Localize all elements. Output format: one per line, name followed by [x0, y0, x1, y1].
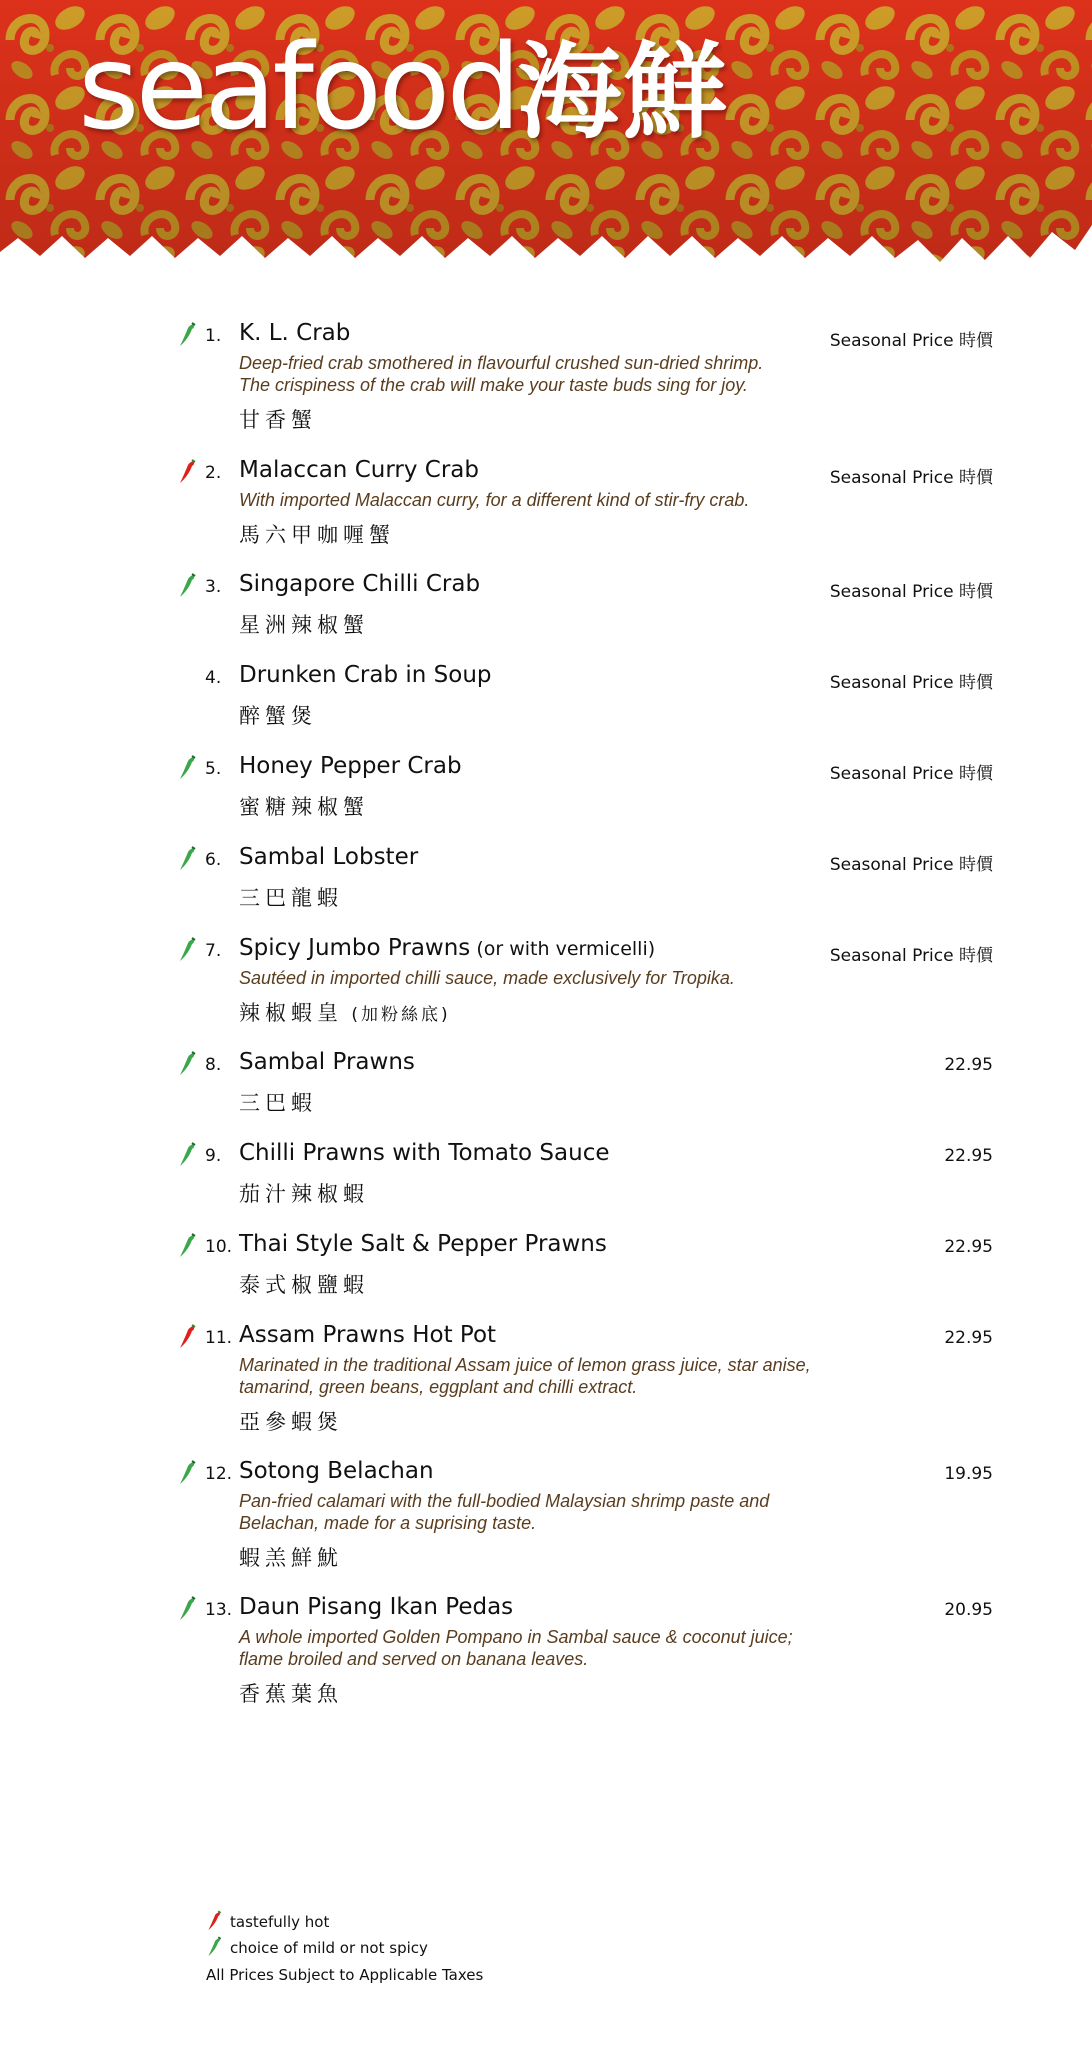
- legend-hot-label: tastefully hot: [230, 1913, 330, 1931]
- item-name-main: Malaccan Curry Crab: [239, 457, 479, 483]
- tax-note: All Prices Subject to Applicable Taxes: [206, 1966, 484, 1984]
- item-price: Seasonal Price 時價: [829, 582, 993, 602]
- mild-pepper-icon: [177, 1142, 199, 1168]
- item-name-main: Sotong Belachan: [239, 1458, 434, 1484]
- item-number: 1.: [205, 326, 222, 346]
- item-number: 13.: [205, 1600, 233, 1620]
- mild-pepper-icon: [177, 573, 199, 599]
- item-name: [239, 753, 462, 779]
- item-description: [239, 352, 879, 396]
- item-name: [239, 1458, 434, 1484]
- item-number: 11.: [205, 1328, 233, 1348]
- item-description-line: With imported Malaccan curry, for a different kind of stir-fry crab.: [239, 490, 750, 510]
- item-name-zh: [239, 700, 317, 730]
- item-number: 5.: [205, 759, 222, 779]
- item-name-main: Sambal Lobster: [239, 844, 419, 870]
- item-number: 9.: [205, 1146, 222, 1166]
- item-name: [239, 1140, 610, 1166]
- item-description-line: A whole imported Golden Pompano in Sambal sauce & coconut juice;: [239, 1627, 793, 1647]
- item-name-zh-main: 蝦羔鮮魷: [239, 1546, 343, 1570]
- item-description: [239, 1354, 879, 1398]
- item-name-zh-main: 亞參蝦煲: [239, 1410, 343, 1434]
- item-description: [239, 1490, 879, 1534]
- item-price: 22.95: [944, 1237, 993, 1257]
- item-number: 6.: [205, 850, 222, 870]
- mild-pepper-icon: [177, 1051, 199, 1077]
- item-description-line: Pan-fried calamari with the full-bodied Malaysian shrimp paste and: [239, 1491, 770, 1511]
- item-name-main: Sambal Prawns: [239, 1049, 415, 1075]
- item-name: [239, 320, 350, 346]
- item-description-line: Belachan, made for a suprising taste.: [239, 1513, 537, 1533]
- item-price: Seasonal Price 時價: [829, 764, 993, 784]
- item-name: [239, 1049, 415, 1075]
- item-name-zh: [239, 791, 369, 821]
- item-name-zh-main: 蜜糖辣椒蟹: [239, 795, 369, 819]
- item-price: 22.95: [944, 1328, 993, 1348]
- item-name-zh-main: 甘香蟹: [239, 408, 317, 432]
- item-price: Seasonal Price 時價: [829, 331, 993, 351]
- item-number: 8.: [205, 1055, 222, 1075]
- item-name-zh: [239, 404, 317, 434]
- hot-pepper-icon: [206, 1910, 224, 1932]
- item-description-line: flame broiled and served on banana leaves.: [239, 1649, 589, 1669]
- item-name-zh-main: 馬六甲咖喱蟹: [239, 523, 395, 547]
- mild-pepper-icon: [206, 1936, 224, 1958]
- item-description-line: The crispiness of the crab will make your taste buds sing for joy.: [239, 375, 748, 395]
- item-name-main: Chilli Prawns with Tomato Sauce: [239, 1140, 610, 1166]
- item-name-zh-main: 香蕉葉魚: [239, 1682, 343, 1706]
- item-name-zh-main: 三巴龍蝦: [239, 886, 343, 910]
- item-name-main: Honey Pepper Crab: [239, 753, 462, 779]
- item-name-zh-main: 辣椒蝦皇: [239, 1001, 343, 1025]
- item-number: 2.: [205, 463, 222, 483]
- mild-pepper-icon: [177, 755, 199, 781]
- item-name: [239, 844, 418, 870]
- item-name: [239, 571, 480, 597]
- item-name-main: Thai Style Salt & Pepper Prawns: [239, 1231, 607, 1257]
- page-title: [78, 18, 730, 156]
- item-name-sub: (or with vermicelli): [470, 938, 656, 960]
- item-description-line: Marinated in the traditional Assam juice of lemon grass juice, star anise,: [239, 1355, 811, 1375]
- item-description: [239, 967, 879, 989]
- item-name-zh: [239, 1269, 369, 1299]
- title-en: seafood: [78, 18, 518, 156]
- mild-pepper-icon: [177, 846, 199, 872]
- mild-pepper-icon: [177, 1596, 199, 1622]
- item-name-zh-main: 星洲辣椒蟹: [239, 613, 369, 637]
- item-name: [239, 935, 655, 961]
- mild-pepper-icon: [177, 937, 199, 963]
- item-name-zh-sub: (加粉絲底): [343, 1005, 451, 1025]
- item-name-zh-main: 泰式椒鹽蝦: [239, 1273, 369, 1297]
- mild-pepper-icon: [177, 322, 199, 348]
- item-price: 22.95: [944, 1146, 993, 1166]
- mild-pepper-icon: [177, 1233, 199, 1259]
- item-price: Seasonal Price 時價: [829, 468, 993, 488]
- item-name-zh: [239, 1406, 343, 1436]
- item-description: [239, 489, 879, 511]
- title-zh: 海鮮: [517, 31, 730, 153]
- item-price: 22.95: [944, 1055, 993, 1075]
- item-name-main: Drunken Crab in Soup: [239, 662, 492, 688]
- item-name: [239, 1594, 513, 1620]
- item-name: [239, 1322, 496, 1348]
- item-description: [239, 1626, 879, 1670]
- item-name: [239, 1231, 607, 1257]
- item-price: Seasonal Price 時價: [829, 673, 993, 693]
- item-name-main: K. L. Crab: [239, 320, 351, 346]
- item-number: 4.: [205, 668, 222, 688]
- item-number: 3.: [205, 577, 222, 597]
- hot-pepper-icon: [177, 459, 199, 485]
- legend-mild-label: choice of mild or not spicy: [230, 1939, 428, 1957]
- item-name-main: Daun Pisang Ikan Pedas: [239, 1594, 514, 1620]
- item-name-zh: [239, 1087, 317, 1117]
- item-price: 20.95: [944, 1600, 993, 1620]
- mild-pepper-icon: [177, 1460, 199, 1486]
- item-number: 10.: [205, 1237, 233, 1257]
- item-name-zh: [239, 1678, 343, 1708]
- item-price: Seasonal Price 時價: [829, 855, 993, 875]
- item-price: Seasonal Price 時價: [829, 946, 993, 966]
- hot-pepper-icon: [177, 1324, 199, 1350]
- item-name-zh-main: 茄汁辣椒蝦: [239, 1182, 369, 1206]
- item-number: 7.: [205, 941, 222, 961]
- item-name-zh: [239, 1178, 369, 1208]
- item-name-zh: [239, 609, 369, 639]
- item-name: [239, 457, 479, 483]
- item-name-zh: [239, 882, 343, 912]
- item-name-zh: [239, 1542, 343, 1572]
- item-name-zh-main: 醉蟹煲: [239, 704, 317, 728]
- item-name: [239, 662, 492, 688]
- item-description-line: Sautéed in imported chilli sauce, made exclusively for Tropika.: [239, 968, 735, 988]
- item-name-zh-main: 三巴蝦: [239, 1091, 317, 1115]
- item-description-line: Deep-fried crab smothered in flavourful crushed sun-dried shrimp.: [239, 353, 764, 373]
- item-name-main: Singapore Chilli Crab: [239, 571, 481, 597]
- item-name-main: Assam Prawns Hot Pot: [239, 1322, 497, 1348]
- item-name-zh: [239, 519, 395, 549]
- item-number: 12.: [205, 1464, 233, 1484]
- item-description-line: tamarind, green beans, eggplant and chilli extract.: [239, 1377, 638, 1397]
- item-name-zh: [239, 997, 451, 1027]
- item-name-main: Spicy Jumbo Prawns: [239, 935, 471, 961]
- header-banner: [0, 0, 1092, 270]
- item-price: 19.95: [944, 1464, 993, 1484]
